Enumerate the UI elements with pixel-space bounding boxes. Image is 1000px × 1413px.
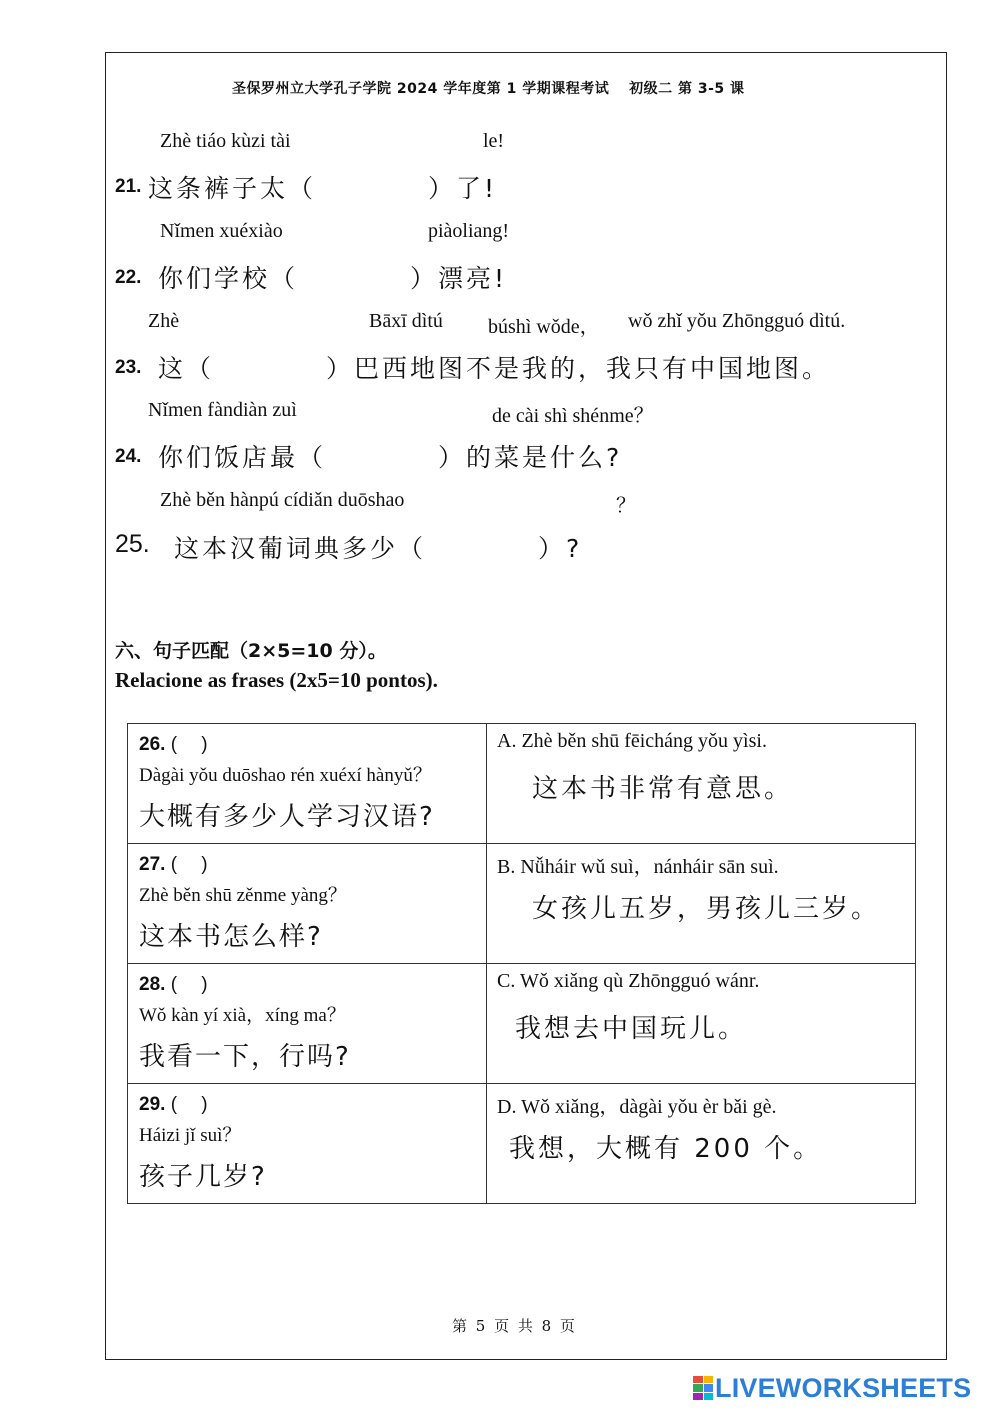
- question-pinyin: Wǒ kàn yí xià，xíng ma？: [139, 1005, 346, 1026]
- q21-pinyin-end: le!: [483, 130, 505, 152]
- page-footer: 第 5 页 共 8 页: [452, 1317, 577, 1335]
- question-number: 27.: [139, 854, 166, 875]
- question-pinyin: Zhè běn shū zěnme yàng？: [139, 885, 347, 906]
- option-cell-a: [487, 724, 916, 844]
- q23-pinyin-2: Bāxī dìtú: [369, 310, 443, 332]
- table-row: [128, 964, 916, 1084]
- option-pinyin: C. Wǒ xiǎng qù Zhōngguó wánr.: [497, 970, 760, 992]
- q25-pinyin-end: ？: [616, 495, 636, 517]
- q21-sentence: 这条裤子太（ ）了!: [148, 174, 498, 203]
- question-chinese: 这本书怎么样?: [139, 922, 323, 952]
- table-row: [128, 1084, 916, 1204]
- answer-blank[interactable]: ( ): [170, 1094, 208, 1115]
- liveworksheets-logo-icon: [693, 1376, 713, 1400]
- question-cell-26: [128, 724, 487, 844]
- option-chinese: 我想去中国玩儿。: [515, 1014, 748, 1044]
- question-chinese: 我看一下，行吗?: [139, 1042, 351, 1072]
- q25-number: 25.: [115, 530, 150, 558]
- q23-pinyin-1: Zhè: [148, 310, 180, 332]
- answer-blank[interactable]: ( ): [170, 854, 208, 875]
- q21-number: 21.: [115, 176, 142, 197]
- question-chinese: 孩子几岁?: [139, 1162, 267, 1192]
- question-chinese: 大概有多少人学习汉语?: [139, 802, 435, 832]
- section-title: 六、句子匹配（2×5=10 分）。: [115, 640, 387, 662]
- q22-pinyin-end: piàoliang!: [428, 220, 510, 242]
- q24-number: 24.: [115, 446, 142, 467]
- option-chinese: 我想，大概有 200 个。: [509, 1134, 823, 1164]
- q24-sentence: 你们饭店最（ ）的菜是什么?: [158, 443, 623, 472]
- q24-pinyin-start: Nǐmen fàndiàn zuì: [148, 399, 297, 421]
- q22-pinyin-start: Nǐmen xuéxiào: [160, 220, 283, 242]
- table-row: [128, 724, 916, 844]
- q22-number: 22.: [115, 267, 142, 288]
- q22-sentence: 你们学校（ ）漂亮!: [158, 264, 508, 293]
- answer-blank[interactable]: ( ): [170, 734, 208, 755]
- option-pinyin: A. Zhè běn shū fēicháng yǒu yìsi.: [497, 730, 767, 752]
- q24-pinyin-end: de cài shì shénme？: [492, 405, 654, 427]
- option-cell-d: [487, 1084, 916, 1204]
- option-cell-b: [487, 844, 916, 964]
- brand-name: LIVEWORKSHEETS: [715, 1372, 972, 1403]
- option-chinese: 这本书非常有意思。: [532, 774, 794, 804]
- q23-number: 23.: [115, 357, 142, 378]
- question-pinyin: Háizi jǐ suì？: [139, 1125, 242, 1146]
- question-number: 26.: [139, 734, 166, 755]
- question-number: 29.: [139, 1094, 166, 1115]
- q23-pinyin-3: búshì wǒde，: [488, 316, 600, 338]
- matching-table: [127, 723, 916, 1204]
- q21-pinyin-start: Zhè tiáo kùzi tài: [160, 130, 291, 152]
- q25-sentence: 这本汉葡词典多少（ ）?: [174, 534, 583, 563]
- exam-header: 圣保罗州立大学孔子学院 2024 学年度第 1 学期课程考试 初级二 第 3-5 课: [232, 81, 745, 97]
- section-subtitle: Relacione as frases (2x5=10 pontos).: [115, 668, 438, 692]
- question-cell-27: [128, 844, 487, 964]
- liveworksheets-brand[interactable]: [693, 1373, 971, 1403]
- q25-pinyin-start: Zhè běn hànpú cídiǎn duōshao: [160, 489, 405, 511]
- option-pinyin: B. Nǚháir wǔ suì，nánháir sān suì.: [497, 856, 779, 878]
- q23-sentence: 这（ ）巴西地图不是我的，我只有中国地图。: [158, 354, 831, 383]
- option-cell-c: [487, 964, 916, 1084]
- table-row: [128, 844, 916, 964]
- option-chinese: 女孩儿五岁，男孩儿三岁。: [532, 894, 881, 924]
- question-number: 28.: [139, 974, 166, 995]
- question-pinyin: Dàgài yǒu duōshao rén xuéxí hànyǔ？: [139, 765, 432, 786]
- option-pinyin: D. Wǒ xiǎng，dàgài yǒu èr bǎi gè.: [497, 1096, 777, 1118]
- question-cell-29: [128, 1084, 487, 1204]
- q23-pinyin-4: wǒ zhǐ yǒu Zhōngguó dìtú.: [628, 310, 846, 332]
- answer-blank[interactable]: ( ): [170, 974, 208, 995]
- question-cell-28: [128, 964, 487, 1084]
